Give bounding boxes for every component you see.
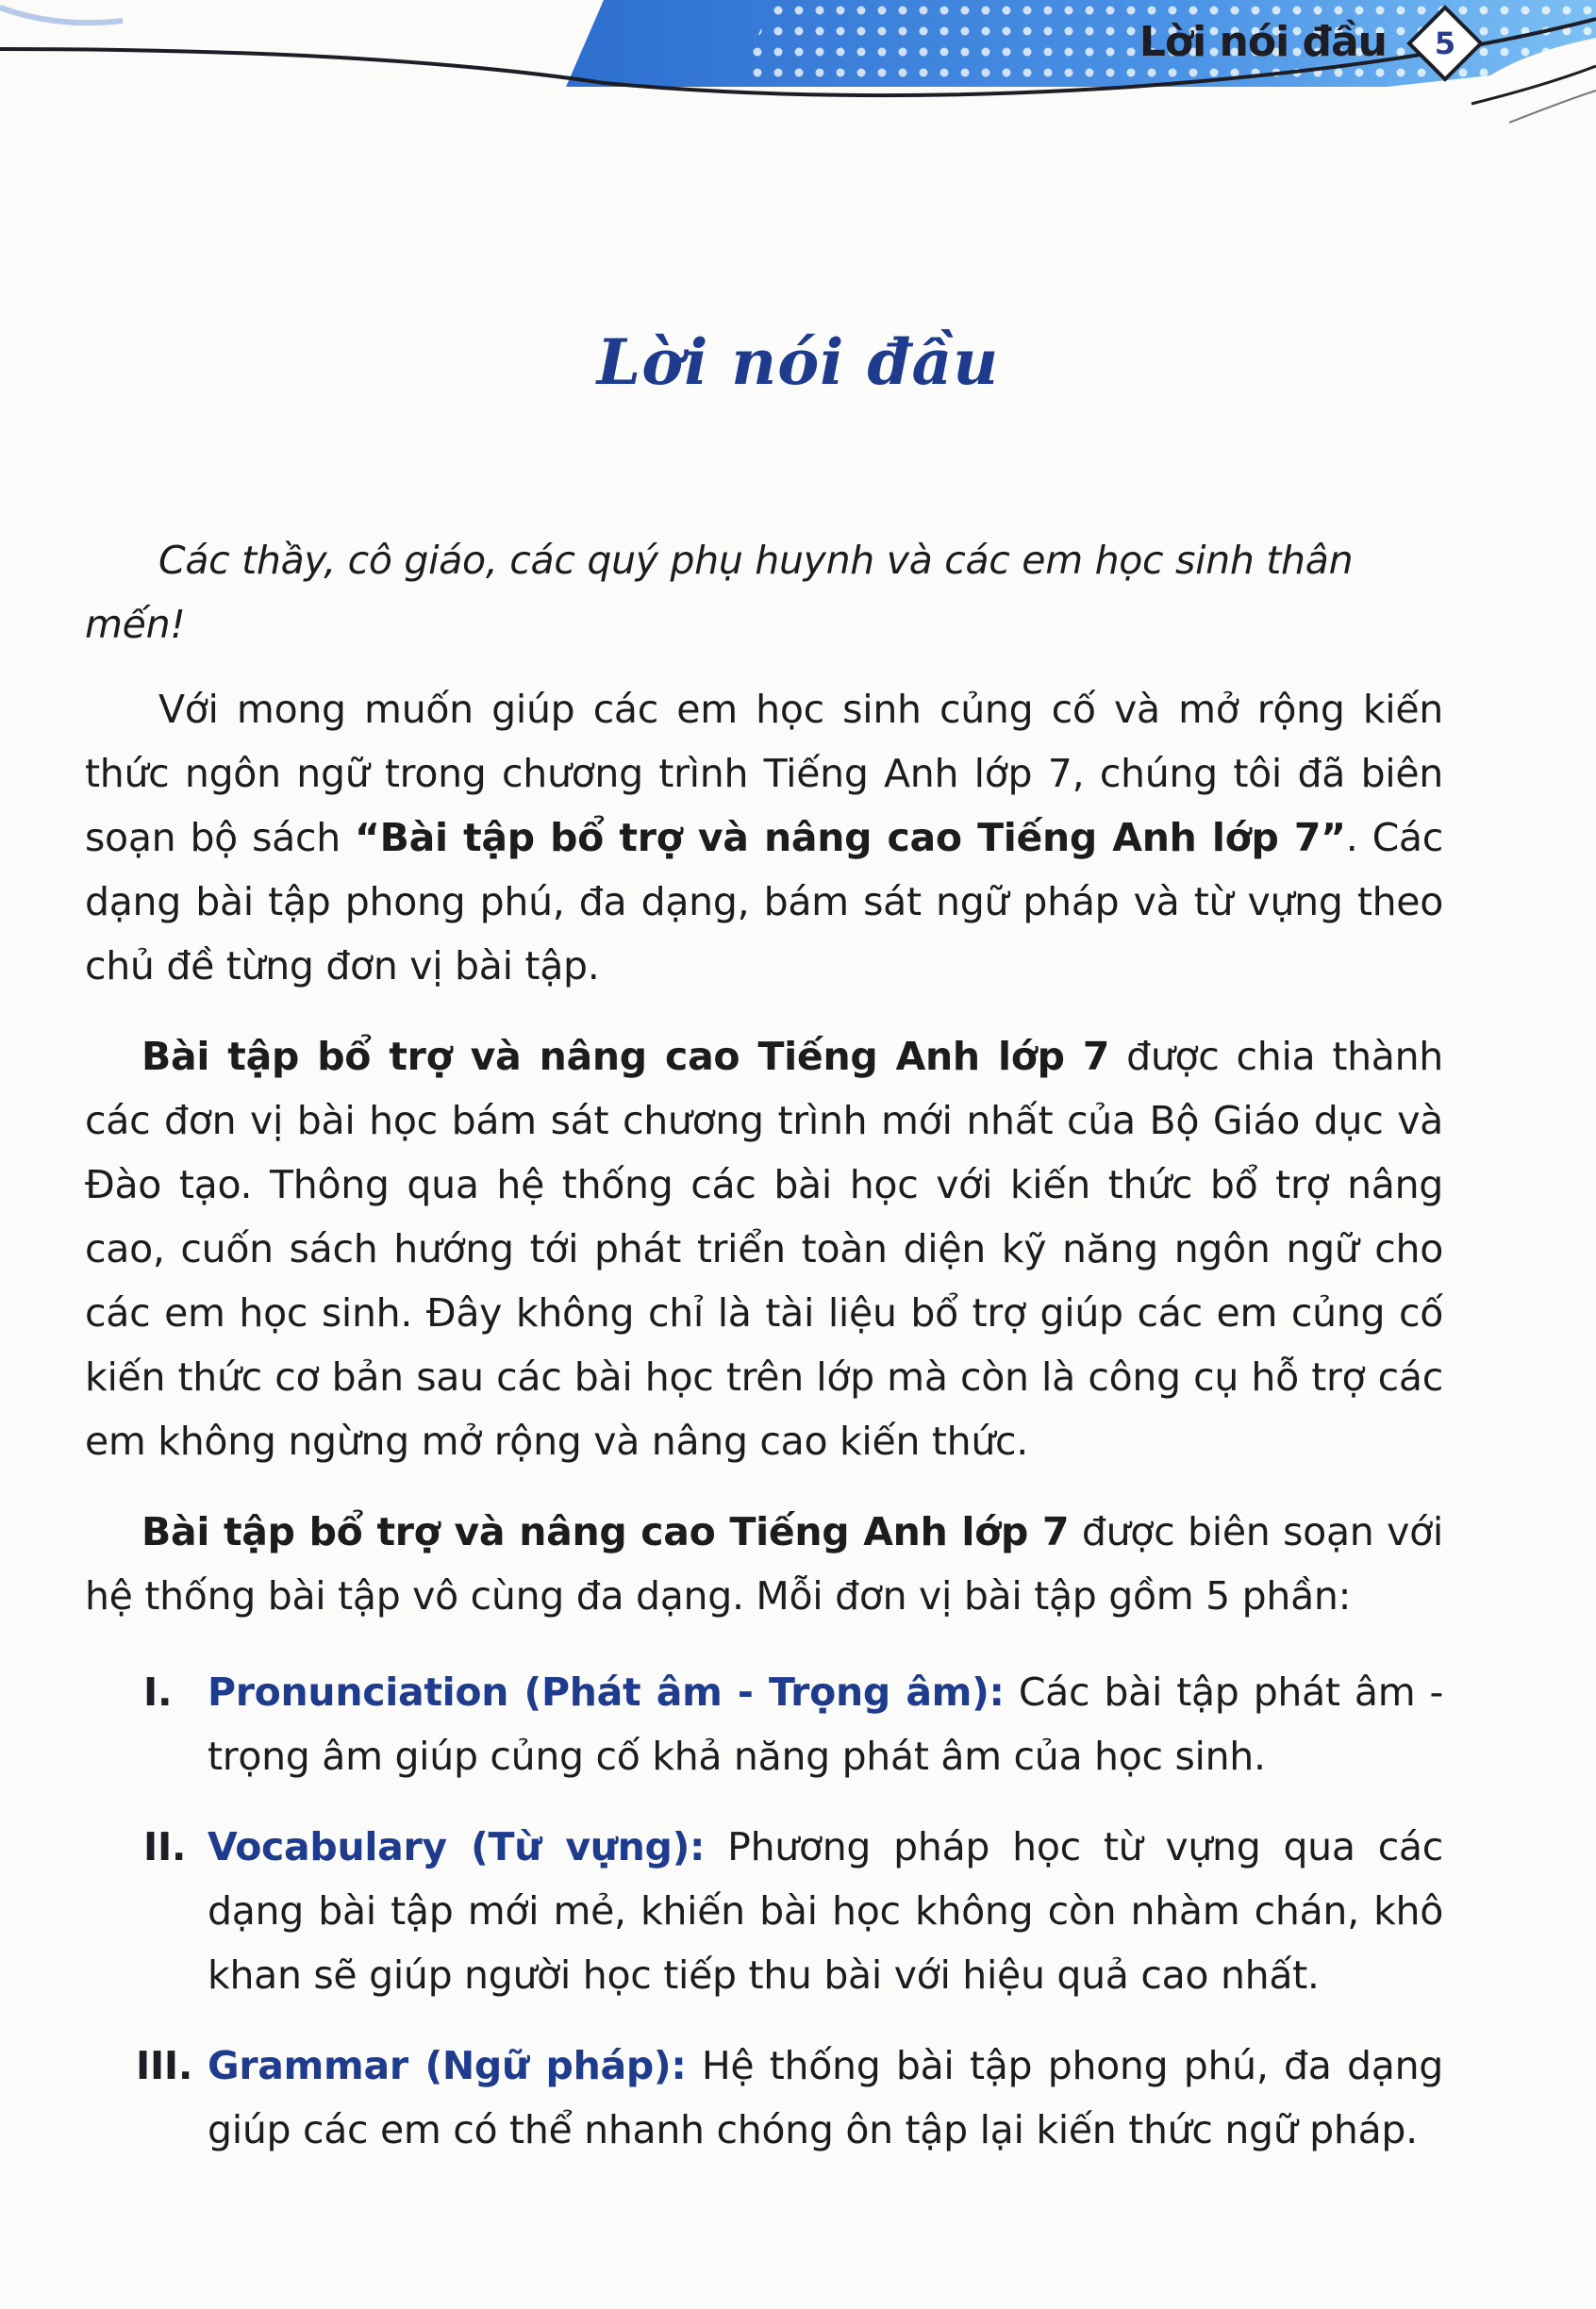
paragraph-text: . Các dạng bài tập phong phú, đa dạng, bám sát ngữ pháp và từ vựng theo chủ đề từng đơn vị bài tập. (85, 815, 1443, 988)
book-title: Bài tập bổ trợ và nâng cao Tiếng Anh lớp 7 (141, 1034, 1110, 1079)
paragraph-text: Với mong muốn giúp các em học sinh củng cố và mở rộng kiến thức ngôn ngữ trong chương trình Tiếng Anh lớp 7, chúng tôi đã biên soạn bộ sách (85, 687, 1443, 860)
paragraph-structure (85, 1024, 1443, 1473)
section-numeral: II. (143, 1824, 187, 1869)
list-item (85, 2034, 1443, 2162)
book-title: Bài tập bổ trợ và nâng cao Tiếng Anh lớp 7 (141, 1509, 1070, 1554)
page-title: Lời nói đầu (596, 325, 1000, 399)
section-numeral: I. (143, 1669, 173, 1715)
section-list (85, 1660, 1443, 2162)
greeting: Các thầy, cô giáo, các quý phụ huynh và các em học sinh thân mến! (85, 538, 1354, 647)
section-term: Pronunciation (Phát âm - Trọng âm): (208, 1669, 1005, 1715)
paragraph-text: được chia thành các đơn vị bài học bám sát chương trình mới nhất của Bộ Giáo dục và Đào tạo. Thông qua hệ thống các bài học với kiến thức bổ trợ nâng cao, cuốn sách hướng tới phát triển toàn diện kỹ năng ngôn ngữ cho các em học sinh. Đây không chỉ là tài liệu bổ trợ giúp các em củng cố kiến thức cơ bản sau các bài học trên lớp mà còn là công cụ hỗ trợ các em không ngừng mở rộng và nâng cao kiến thức. (85, 1034, 1443, 1464)
section-description: Hệ thống bài tập phong phú, đa dạng giúp các em có thể nhanh chóng ôn tập lại kiến thức ngữ pháp. (208, 2043, 1443, 2152)
section-term: Grammar (Ngữ pháp): (208, 2043, 687, 2088)
section-description: Các bài tập phát âm - trọng âm giúp củng cố khả năng phát âm của học sinh. (208, 1669, 1443, 1779)
paragraph-intro (85, 677, 1443, 998)
paragraph-sections-intro (85, 1500, 1443, 1628)
paragraph-text: được biên soạn với hệ thống bài tập vô cùng đa dạng. Mỗi đơn vị bài tập gồm 5 phần: (85, 1509, 1443, 1619)
list-item (85, 1660, 1443, 1788)
section-description: Phương pháp học từ vựng qua các dạng bài tập mới mẻ, khiến bài học không còn nhàm chán, khô khan sẽ giúp người học tiếp thu bài với hiệu quả cao nhất. (208, 1824, 1444, 1998)
running-head-title: Lời nói đầu (1139, 17, 1387, 66)
page-number: 5 (1434, 25, 1456, 61)
section-term: Vocabulary (Từ vựng): (208, 1824, 706, 1869)
section-numeral: III. (136, 2043, 193, 2088)
preface-body (85, 528, 1443, 2188)
book-title: “Bài tập bổ trợ và nâng cao Tiếng Anh lớp 7” (355, 815, 1346, 860)
list-item (85, 1815, 1443, 2007)
